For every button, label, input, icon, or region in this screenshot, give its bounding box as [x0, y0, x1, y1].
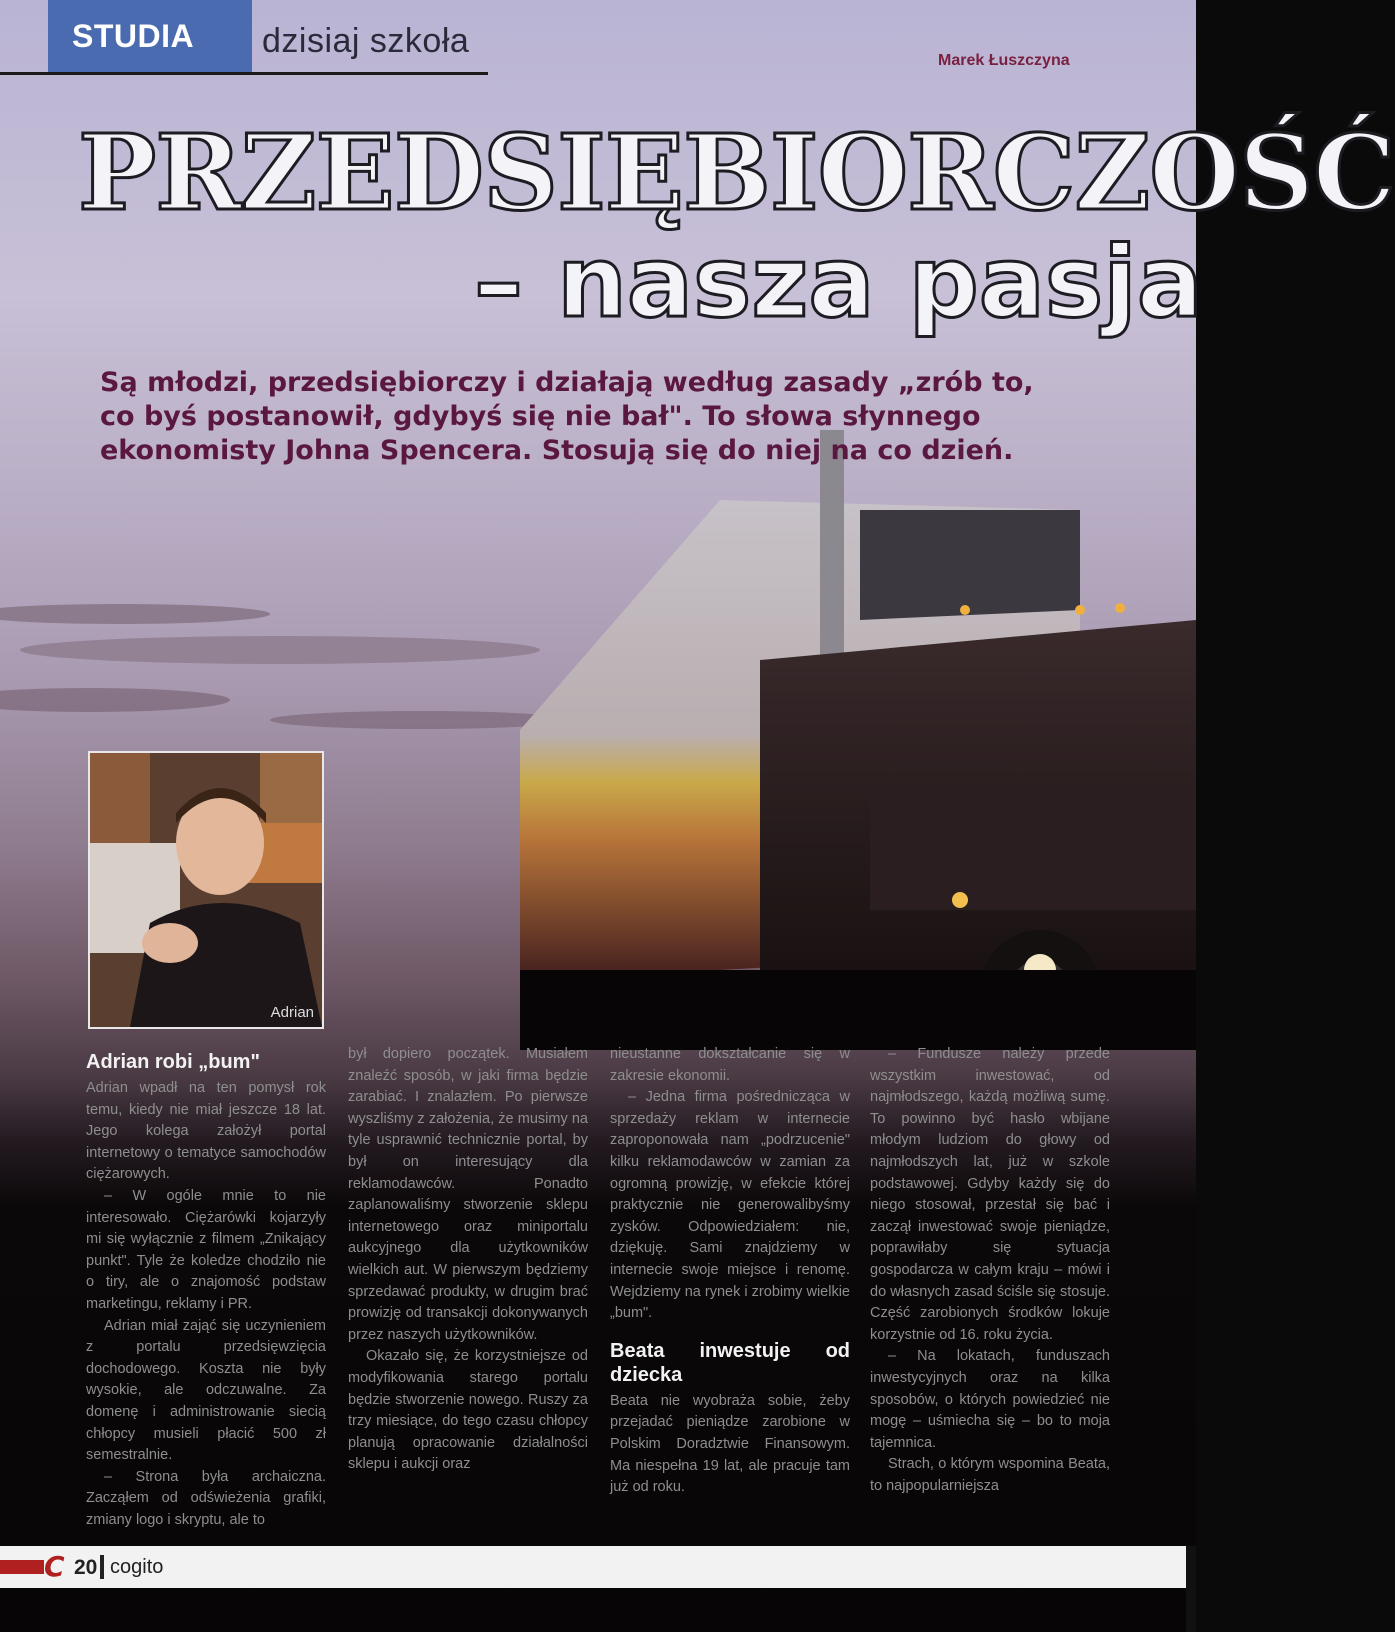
truck-image: [520, 430, 1196, 1050]
magazine-logo: C: [44, 1550, 65, 1583]
headline-line2: – nasza pasja: [474, 226, 1203, 340]
portrait-image: [90, 753, 322, 1027]
paragraph: Adrian miał zająć się uczynieniem z portalu przedsięwzięcia dochodowego. Koszta nie były wysokie, ale odczuwalne. Za domenę i administrowanie siecią chłopcy musieli płacić 500 zł semestralnie.: [86, 1317, 326, 1464]
subheading-beata: Beata inwestuje od dziecka: [610, 1339, 850, 1386]
subheading-adrian: Adrian robi „bum": [86, 1051, 260, 1073]
paragraph: – Na lokatach, funduszach inwestycyjnych oraz na kilka sposobów, o których powiedzieć nie mogę – uśmiecha się – bo to moja tajemnica.: [870, 1348, 1110, 1451]
lead-paragraph: Są młodzi, przedsiębiorczy i działają według zasady „zrób to, co byś postanowił, gdybyś się nie bał". To słowa słynnego ekonomisty Johna Spencera. Stosują się do niej na co dzień.: [100, 367, 1034, 466]
article-column-2: [348, 1044, 588, 1476]
article-column-1: [86, 1050, 326, 1531]
header-rule: [0, 72, 488, 75]
paragraph: Okazało się, że korzystniejsze od modyfikowania starego portalu będzie stworzenie nowego. Ruszy za trzy miesiące, do tego czasu chłopcy planują opracowanie działalności sklepu i aukcji oraz: [348, 1348, 588, 1473]
paragraph: Beata nie wyobraża sobie, żeby przejadać pieniądze zarobione w Polskim Doradztwie Finansowym. Ma niespełna 19 lat, ale pracuje tam już od roku.: [610, 1392, 850, 1496]
paragraph: nieustanne dokształcanie się w zakresie ekonomii.: [610, 1046, 850, 1084]
footer-divider: [100, 1555, 104, 1579]
paragraph: – W ogóle mnie to nie interesowało. Ciężarówki kojarzyły mi się wyłącznie z filmem „Znikający punkt". Tyle że koledze chodziło nie o tiry, ale o znajomość podstaw marketingu, reklamy i PR.: [86, 1187, 326, 1312]
headline-line1: PRZEDSIĘBIORCZOŚĆ: [78, 111, 1395, 234]
paragraph: był dopiero początek. Musiałem znaleźć sposób, w jaki firma będzie zarabiać. I znalazłem. Po pierwsze wyszliśmy z założenia, że musimy na tyle usprawnić technicznie portal, by był on interesujący dla reklamodawców. Ponadto zaplanowaliśmy stworzenie sklepu internetowego oraz miniportalu aukcyjnego dla użytkowników wielkich aut. W pierwszym będziemy sprzedawać produkty, w drugim brać prowizję od transakcji dokonywanych przez naszych użytkowników.: [348, 1046, 588, 1343]
scan-edge: [1186, 1546, 1196, 1632]
photo-caption: Adrian: [270, 1004, 314, 1021]
portrait-photo: [88, 751, 324, 1029]
section-tag: STUDIA: [48, 0, 252, 72]
page-number: 20: [74, 1556, 98, 1579]
cloud-streaks: [0, 590, 600, 750]
author-name: Marek Łuszczyna: [938, 52, 1070, 69]
magazine-name: cogito: [110, 1556, 164, 1578]
paragraph: Strach, o którym wspomina Beata, to najpopularniejsza: [870, 1456, 1110, 1494]
paragraph: – Jedna firma pośrednicząca w sprzedaży reklam w internecie zaproponowała nam „podrzucenie" kilku reklamodawców w zamian za ogromną prowizję, w efekcie której praktycznie nie generowalibyśmy zysków. Odpowiedziałem: nie, dziękuję. Sami znajdziemy w internecie swoje miejsce i renomę. Wejdziemy na rynek i zrobimy wielkie „bum".: [610, 1089, 850, 1322]
page-footer: [0, 1546, 1196, 1588]
paragraph: – Strona była archaiczna. Zacząłem od odświeżenia grafiki, zmiany logo i skryptu, ale to: [86, 1468, 326, 1528]
paragraph: – Fundusze należy przede wszystkim inwestować, od najmłodszego, każdą możliwą sumę. To powinno być hasło wbijane młodym ludziom do głowy od najmłodszych lat, już w szkole podstawowej. Gdyby każdy się do niego stosował, przestał się bać i zaczął inwestować swoje pieniądze, poprawiłaby się sytuacja gospodarcza w całym kraju – mówi i do własnych zasad ściśle się stosuje. Część zarobionych środków lokuje korzystnie od 16. roku życia.: [870, 1046, 1110, 1343]
article-column-3: [610, 1044, 850, 1499]
section-name: dzisiaj szkoła: [262, 22, 470, 60]
article-column-4: [870, 1044, 1110, 1497]
paragraph: Adrian wpadł na ten pomysł rok temu, kiedy nie miał jeszcze 18 lat. Jego kolega założył portal internetowy o tematyce samochodów ciężarowych.: [86, 1080, 326, 1183]
footer-accent-bar: [0, 1560, 44, 1574]
